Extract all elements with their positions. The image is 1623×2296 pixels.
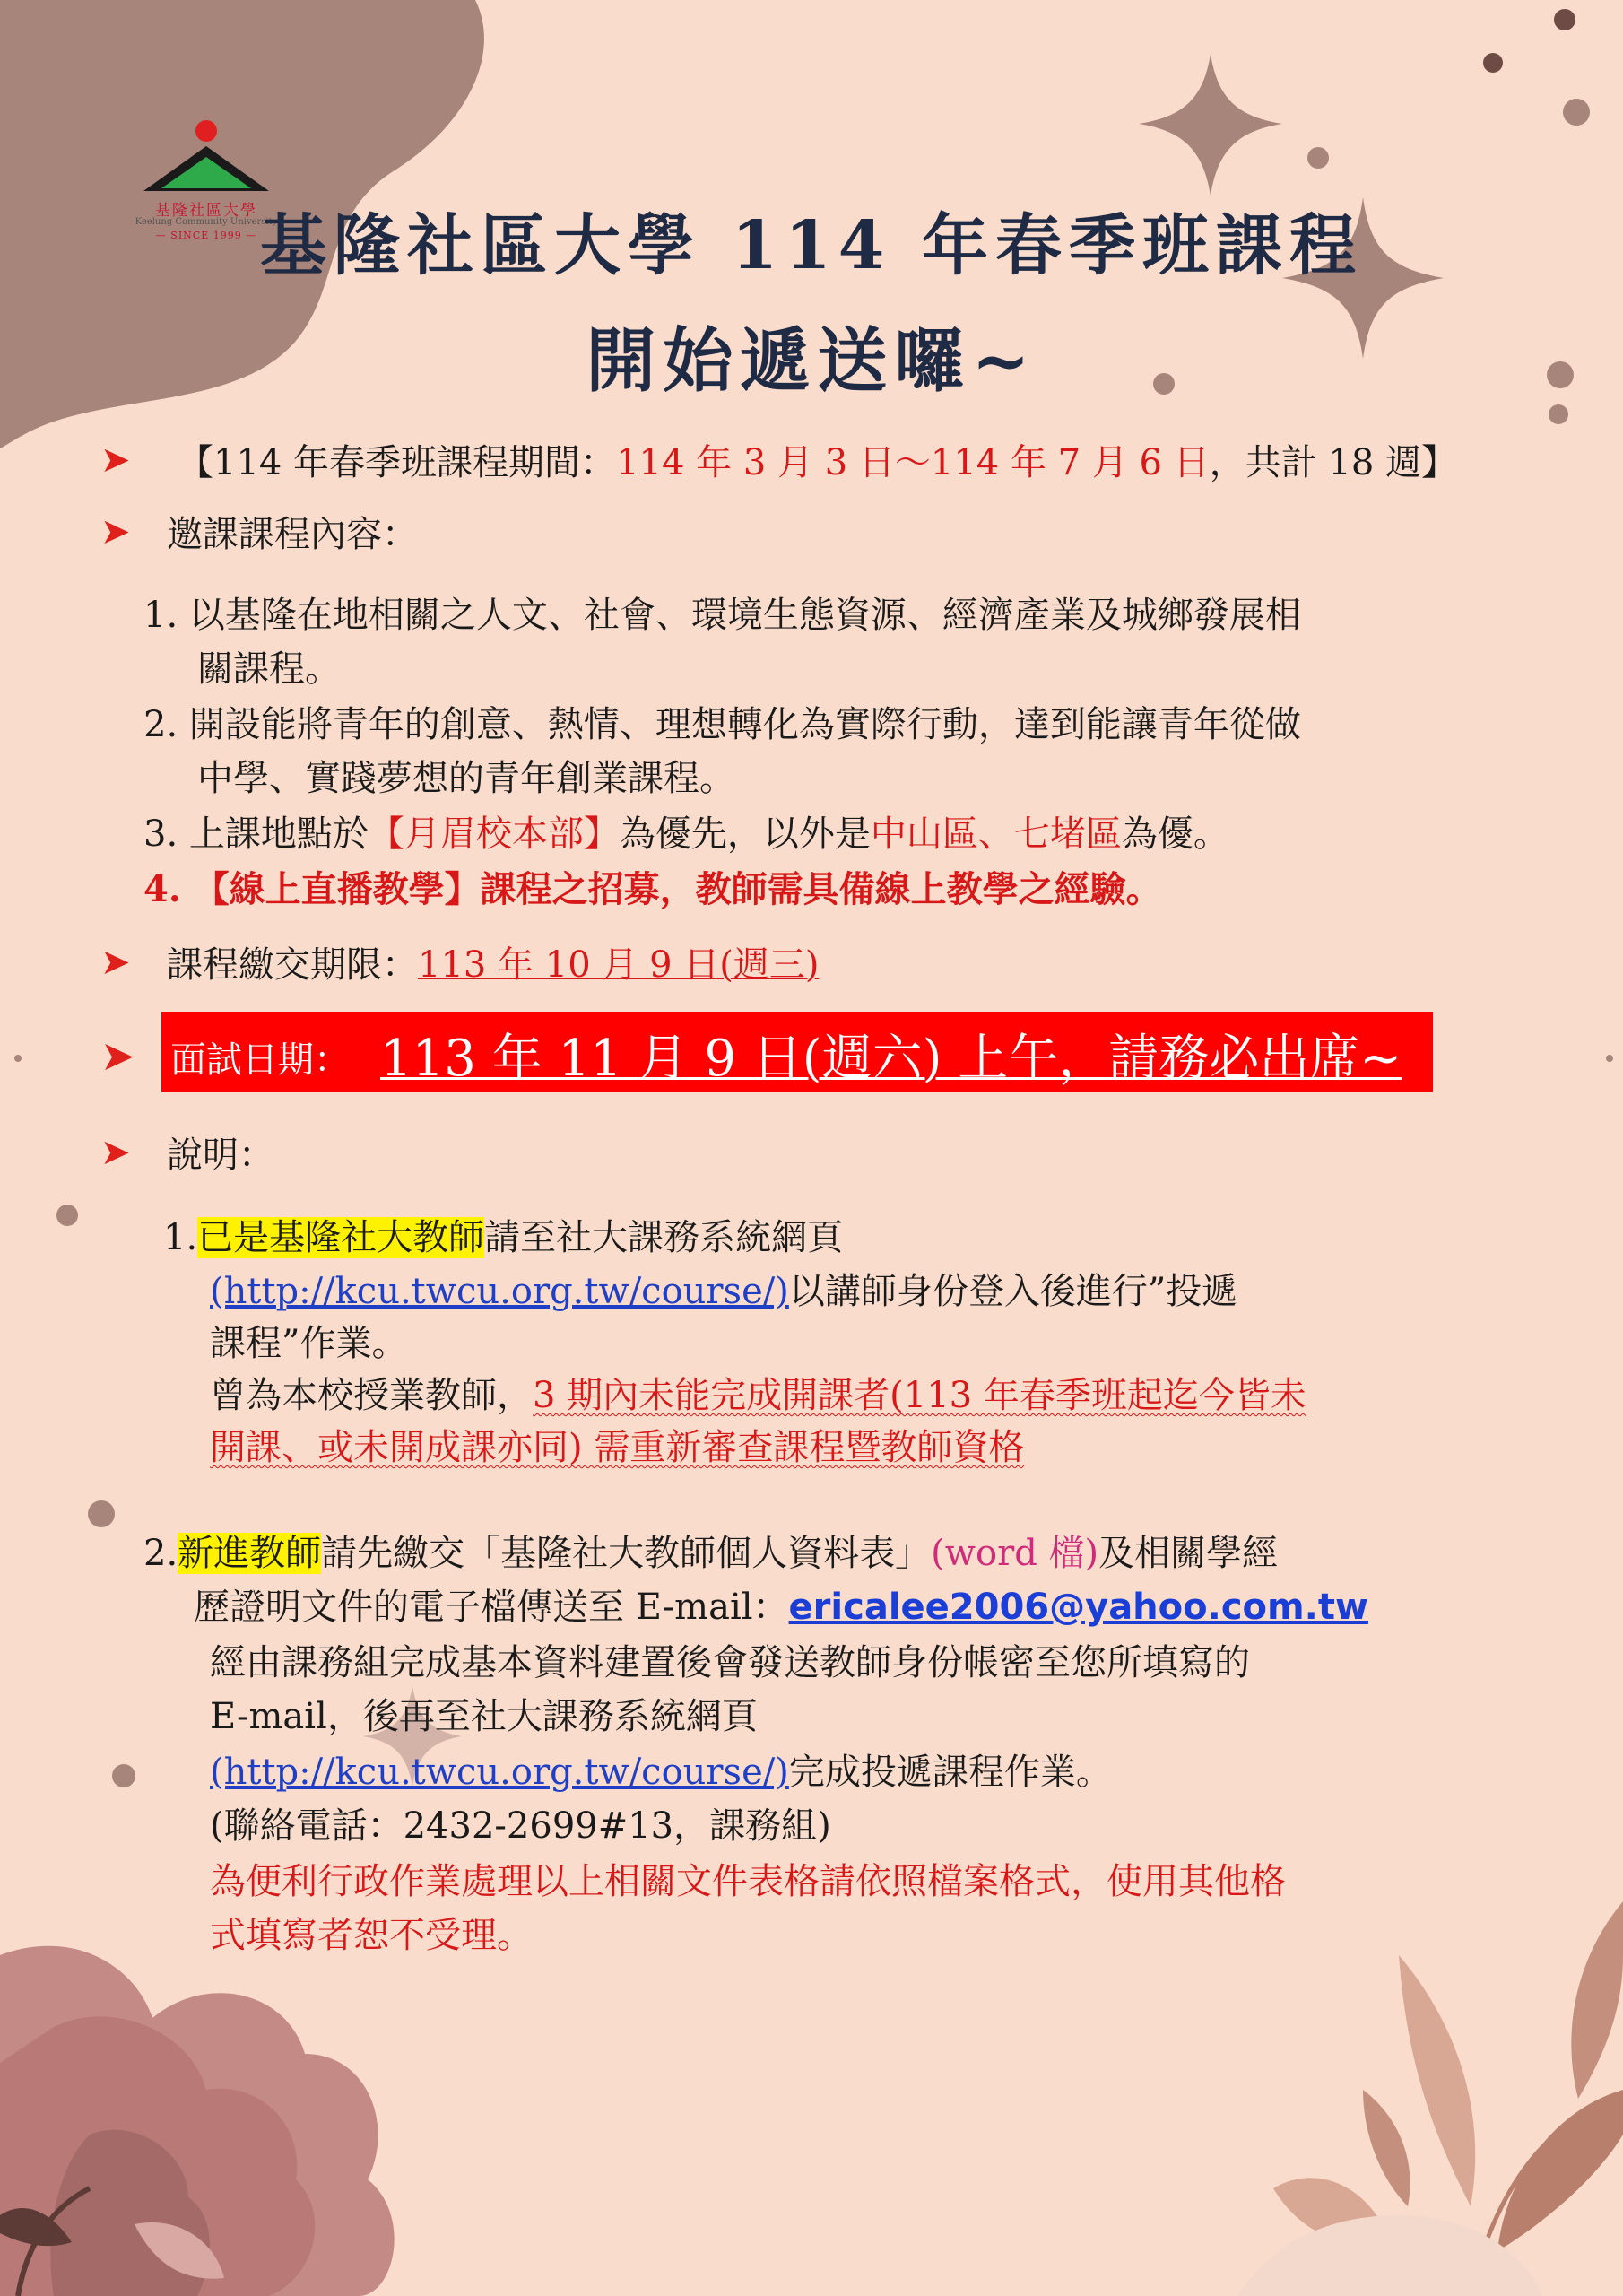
note-2-after-link: 完成投遞課程作業。: [788, 1752, 1112, 1793]
email-link[interactable]: ericalee2006@yahoo.com.tw: [788, 1587, 1368, 1628]
period-dates: 114 年 3 月 3 日～114 年 7 月 6 日: [616, 442, 1210, 483]
content-item-1-cont: 關課程。: [197, 648, 341, 690]
arrowhead-bullet-icon: ➤: [100, 1031, 135, 1080]
note-1-number: 1.: [163, 1217, 198, 1258]
page-subtitle: 開始遞送囉~: [586, 320, 1037, 402]
note-1-warning-cont: 開課、或未開成課亦同) 需重新審查課程暨教師資格: [210, 1427, 1025, 1468]
logo-mark-icon: [135, 115, 278, 200]
note-2-number: 2.: [143, 1533, 178, 1574]
page-title: 基隆社區大學 114 年春季班課程: [260, 207, 1363, 284]
content-item-2: 2. 開設能將青年的創意、熱情、理想轉化為實際行動，達到能讓青年從做: [143, 704, 1301, 745]
deadline-label: 課程繳交期限：: [167, 944, 418, 986]
note-2-highlight: 新進教師: [178, 1533, 322, 1574]
item3-location: 【月眉校本部】: [368, 813, 620, 855]
item3-text-a: 3. 上課地點於: [143, 813, 369, 855]
content-item-4: 4. 【線上直播教學】課程之招募，教師需具備線上教學之經驗。: [143, 868, 1162, 910]
submission-deadline: [167, 938, 819, 992]
format-warning: 為便利行政作業處理以上相關文件表格請依照檔案格式，使用其他格: [210, 1861, 1286, 1902]
note-1-line3: 課程”作業。: [210, 1323, 408, 1364]
notes-heading: 說明：: [167, 1135, 274, 1176]
course-system-link[interactable]: (http://kcu.twcu.org.tw/course/): [210, 1271, 789, 1312]
note-1: [163, 1211, 843, 1265]
interview-label: 面試日期：: [170, 1039, 350, 1081]
note-2-line5: [210, 1745, 1112, 1799]
logo-name: 基隆社區大學: [155, 202, 257, 220]
note-1-highlight: 已是基隆社大教師: [197, 1217, 485, 1258]
contact-phone: (聯絡電話：2432-2699#13，課務組): [210, 1805, 831, 1847]
interview-date: 113 年 11 月 9 日(週六) 上午，請務必出席~: [380, 1030, 1402, 1088]
arrowhead-bullet-icon: ➤: [100, 439, 131, 481]
logo-since: — SINCE 1999 —: [155, 230, 257, 241]
note-2-email-label: 歷證明文件的電子檔傳送至 E-mail：: [194, 1587, 789, 1628]
note-1-former-teacher: 曾為本校授業教師，: [210, 1375, 533, 1416]
note-2-line3: 經由課務組完成基本資料建置後會發送教師身份帳密至您所填寫的: [210, 1642, 1250, 1683]
note-1-text: 請至社大課務系統網頁: [484, 1217, 844, 1258]
item3-text-e: 為優。: [1121, 813, 1229, 855]
period-suffix: ，共計 18 週】: [1209, 442, 1458, 483]
note-2-word-file: (word 檔): [931, 1533, 1099, 1574]
content-item-2-cont: 中學、實踐夢想的青年創業課程。: [197, 758, 735, 799]
arrowhead-bullet-icon: ➤: [100, 1132, 131, 1173]
note-1-line4: [210, 1369, 1306, 1422]
note-2-line2: [194, 1580, 1368, 1634]
content-heading: 邀課課程內容：: [167, 514, 418, 555]
course-period: [178, 436, 1457, 490]
deadline-date: 113 年 10 月 9 日(週三): [418, 944, 820, 986]
arrowhead-bullet-icon: ➤: [100, 511, 131, 552]
note-2-after: 及相關學經: [1098, 1533, 1279, 1574]
note-2-text: 請先繳交「基隆社大教師個人資料表」: [321, 1533, 932, 1574]
item3-districts: 中山區、七堵區: [870, 813, 1122, 855]
note-1-line2: [210, 1265, 1237, 1318]
note-2-line4: E-mail，後再至社大課務系統網頁: [210, 1696, 758, 1737]
note-1-after-link: 以講師身份登入後進行”投遞: [788, 1271, 1238, 1312]
note-1-warning: 3 期內未能完成開課者(113 年春季班起迄今皆未: [533, 1375, 1306, 1416]
format-warning-cont: 式填寫者恕不受理。: [210, 1915, 533, 1956]
logo-english: Keelung Community University: [135, 217, 278, 227]
course-system-link-2[interactable]: (http://kcu.twcu.org.tw/course/): [210, 1752, 789, 1793]
arrowhead-bullet-icon: ➤: [100, 942, 131, 983]
content-item-1: 1. 以基隆在地相關之人文、社會、環境生態資源、經濟產業及城鄉發展相: [143, 595, 1301, 636]
content-item-3: [143, 807, 1229, 861]
note-1-line5: [210, 1421, 1024, 1474]
note-2: [143, 1526, 1278, 1580]
period-prefix: 【114 年春季班課程期間：: [178, 442, 617, 483]
item3-text-c: 為優先，以外是: [619, 813, 871, 855]
